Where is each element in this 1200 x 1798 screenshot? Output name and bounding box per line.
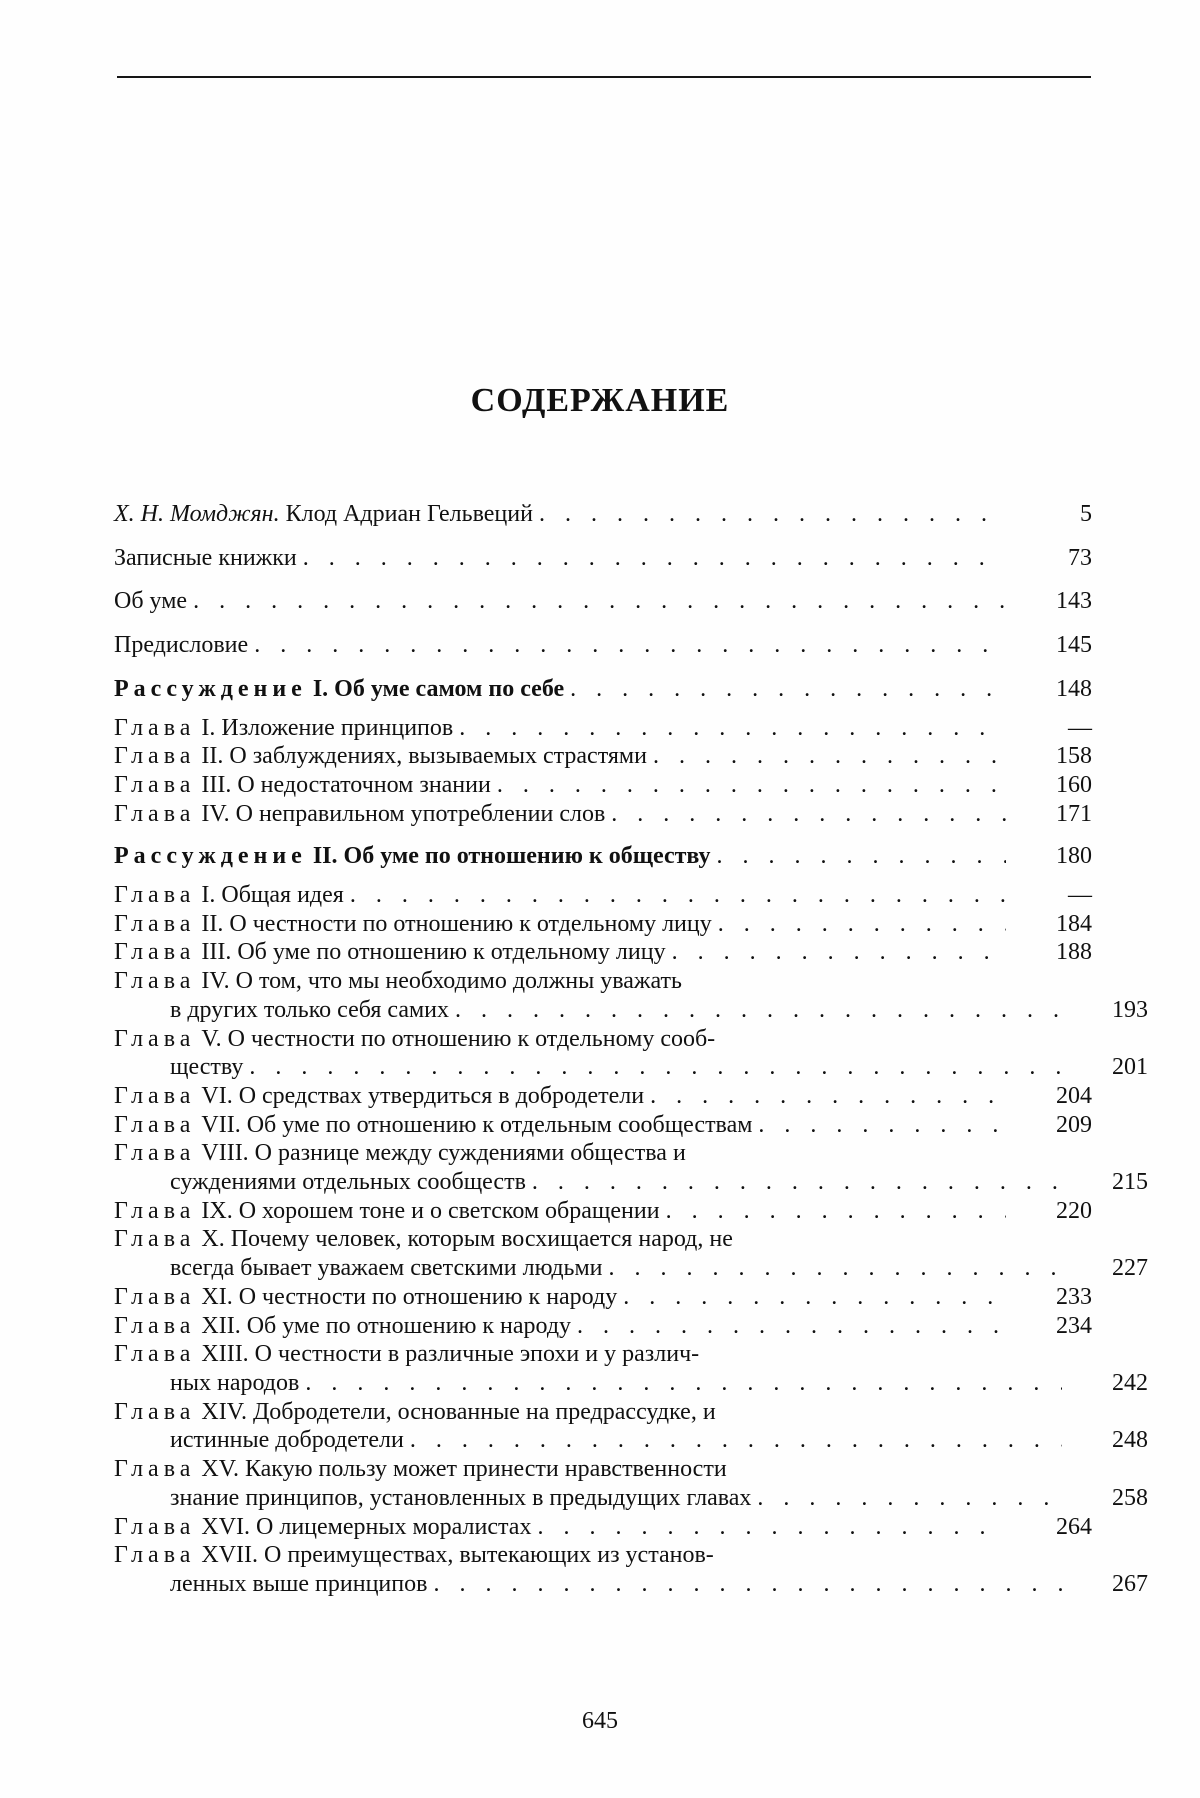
entry-page-number: 193 bbox=[1112, 996, 1148, 1023]
entry-title-text: II. Об уме по отношению к обществу bbox=[312, 843, 711, 870]
entry-title bbox=[114, 631, 248, 660]
entry-author: Х. Н. Момджян. bbox=[114, 501, 280, 527]
entry-title-text: II. О заблуждениях, вызываемых страстями bbox=[201, 743, 647, 770]
entry-title-continuation: истинные добродетели bbox=[170, 1427, 404, 1454]
dot-leader bbox=[644, 1082, 1006, 1111]
top-rule bbox=[117, 76, 1091, 78]
entry-prefix: Глава bbox=[114, 939, 196, 966]
dot-leader bbox=[603, 1254, 1062, 1283]
entry-title-text: VIII. О разнице между суждениями общества и bbox=[201, 1140, 686, 1167]
entry-page-number: 145 bbox=[1056, 632, 1092, 659]
chapter-entry bbox=[114, 910, 1092, 939]
dot-leader bbox=[564, 675, 1006, 704]
dot-leader bbox=[666, 938, 1006, 967]
front-entry bbox=[114, 631, 1092, 660]
page-number: 645 bbox=[582, 1708, 618, 1734]
entry-line bbox=[114, 587, 1092, 616]
chapter-entry bbox=[114, 881, 1092, 910]
chapter-entry bbox=[114, 1513, 1092, 1542]
entry-title bbox=[114, 1082, 644, 1111]
entry-title-text: I. Общая идея bbox=[201, 882, 344, 909]
discourse-1-block bbox=[114, 675, 1092, 829]
entry-line bbox=[114, 1541, 1092, 1570]
chapter-entry bbox=[114, 1025, 1148, 1082]
dot-leader bbox=[453, 714, 1006, 743]
entry-title bbox=[114, 1111, 752, 1140]
entry-prefix: Рассуждение bbox=[114, 675, 307, 702]
entry-page-number: 220 bbox=[1056, 1197, 1092, 1224]
dot-leader bbox=[243, 1053, 1062, 1082]
entry-page-number: 5 bbox=[1080, 501, 1092, 527]
entry-title bbox=[114, 881, 344, 910]
entry-title bbox=[114, 1025, 715, 1054]
toc-heading: СОДЕРЖАНИЕ bbox=[470, 382, 730, 419]
chapter-entry bbox=[114, 938, 1092, 967]
entry-title-continuation: ных народов bbox=[170, 1369, 300, 1396]
entry-prefix: Рассуждение bbox=[114, 843, 307, 870]
dot-leader bbox=[617, 1283, 1006, 1312]
entry-page-number: 242 bbox=[1112, 1369, 1148, 1396]
entry-line bbox=[114, 1455, 1092, 1484]
entry-page-number: 148 bbox=[1056, 675, 1092, 702]
chapter-entry bbox=[114, 771, 1092, 800]
chapter-entry bbox=[114, 742, 1092, 771]
dot-leader bbox=[248, 631, 1006, 660]
dot-leader bbox=[711, 842, 1006, 871]
chapter-entry bbox=[114, 800, 1092, 829]
chapter-entry bbox=[114, 1111, 1092, 1140]
entry-prefix: Глава bbox=[114, 1025, 196, 1052]
entry-title-text: XV. Какую пользу может принести нравственности bbox=[201, 1456, 727, 1483]
entry-title-text: VI. О средствах утвердиться в добродетели bbox=[201, 1082, 645, 1109]
entry-title-continuation: ществу bbox=[170, 1054, 244, 1081]
entry-title bbox=[170, 1484, 751, 1513]
entry-title bbox=[114, 1312, 571, 1341]
entry-title bbox=[114, 842, 711, 871]
discourse-2-block bbox=[114, 842, 1148, 1598]
entry-title-text: III. О недостаточном знании bbox=[201, 771, 491, 798]
entry-page-number: 215 bbox=[1112, 1169, 1148, 1196]
entry-line bbox=[114, 1484, 1148, 1513]
entry-prefix: Глава bbox=[114, 1197, 196, 1224]
entry-title-text: IX. О хорошем тоне и о светском обращении bbox=[201, 1197, 660, 1224]
entry-line bbox=[114, 910, 1092, 939]
entry-title bbox=[114, 587, 187, 616]
entry-page-number: 234 bbox=[1056, 1312, 1092, 1339]
dot-leader bbox=[299, 1369, 1062, 1398]
entry-line bbox=[114, 771, 1092, 800]
entry-prefix: Глава bbox=[114, 1111, 196, 1138]
entry-line bbox=[114, 1283, 1092, 1312]
dot-leader bbox=[404, 1426, 1062, 1455]
entry-prefix: Глава bbox=[114, 882, 196, 909]
entry-line bbox=[114, 544, 1092, 573]
entry-page-number: 264 bbox=[1056, 1513, 1092, 1540]
entry-title bbox=[114, 675, 564, 704]
entry-prefix: Глава bbox=[114, 1140, 196, 1167]
entry-line bbox=[114, 967, 1092, 996]
chapter-entry bbox=[114, 1398, 1148, 1455]
dot-leader bbox=[526, 1168, 1062, 1197]
entry-page-number: — bbox=[1068, 714, 1092, 741]
entry-page-number: 171 bbox=[1056, 800, 1092, 827]
chapter-entry bbox=[114, 1139, 1148, 1196]
dot-leader bbox=[449, 996, 1062, 1025]
dot-leader bbox=[751, 1484, 1062, 1513]
entry-title bbox=[170, 1168, 526, 1197]
entry-line bbox=[114, 714, 1092, 743]
entry-title-text: Записные книжки bbox=[114, 544, 297, 571]
entry-prefix: Глава bbox=[114, 968, 196, 995]
entry-title bbox=[114, 938, 666, 967]
entry-title-text: I. Об уме самом по себе bbox=[312, 675, 565, 702]
entry-title-text: Предисловие bbox=[114, 632, 249, 659]
entry-line bbox=[114, 1426, 1148, 1455]
entry-prefix: Глава bbox=[114, 1513, 196, 1540]
dot-leader bbox=[187, 587, 1006, 616]
entry-page-number: 158 bbox=[1056, 743, 1092, 770]
entry-page-number: 233 bbox=[1056, 1283, 1092, 1310]
entry-prefix: Глава bbox=[114, 1283, 196, 1310]
entry-prefix: Глава bbox=[114, 714, 196, 741]
entry-line bbox=[114, 1225, 1092, 1254]
entry-prefix: Глава bbox=[114, 771, 196, 798]
entry-line bbox=[114, 842, 1092, 871]
entry-line bbox=[114, 1369, 1148, 1398]
entry-title bbox=[114, 1455, 727, 1484]
entry-page-number: 204 bbox=[1056, 1082, 1092, 1109]
entry-prefix: Глава bbox=[114, 1542, 196, 1569]
entry-prefix: Глава bbox=[114, 1341, 196, 1368]
entry-title-text: IV. О неправильном употреблении слов bbox=[201, 800, 606, 827]
entry-prefix: Глава bbox=[114, 1398, 196, 1425]
entry-title-text: XII. Об уме по отношению к народу bbox=[201, 1312, 572, 1339]
entry-page-number: — bbox=[1068, 882, 1092, 909]
chapter-entry bbox=[114, 714, 1092, 743]
table-of-contents bbox=[114, 500, 1148, 1599]
entry-prefix: Глава bbox=[114, 1312, 196, 1339]
entry-title-continuation: суждениями отдельных сообществ bbox=[170, 1169, 526, 1196]
dot-leader bbox=[531, 1513, 1006, 1542]
discourse-entry bbox=[114, 675, 1092, 704]
discourse-entry bbox=[114, 842, 1092, 871]
entry-page-number: 227 bbox=[1112, 1255, 1148, 1282]
entry-title-text: III. Об уме по отношению к отдельному лицу bbox=[201, 939, 666, 966]
entry-page-number: 188 bbox=[1056, 939, 1092, 966]
entry-page-number: 184 bbox=[1056, 910, 1092, 937]
entry-prefix: Глава bbox=[114, 1226, 196, 1253]
entry-title-text: V. О честности по отношению к отдельному сооб- bbox=[201, 1025, 716, 1052]
chapter-entry bbox=[114, 1312, 1092, 1341]
entry-prefix: Глава bbox=[114, 743, 196, 770]
entry-line bbox=[114, 1025, 1092, 1054]
dot-leader bbox=[571, 1312, 1006, 1341]
entry-title-text: XI. О честности по отношению к народу bbox=[201, 1283, 618, 1310]
entry-page-number: 143 bbox=[1056, 588, 1092, 615]
entry-title bbox=[170, 1570, 427, 1599]
entry-page-number: 209 bbox=[1056, 1111, 1092, 1138]
chapter-entry bbox=[114, 1283, 1092, 1312]
entry-line bbox=[114, 675, 1092, 704]
chapter-entry bbox=[114, 1455, 1148, 1512]
entry-title-text: XVI. О лицемерных моралистах bbox=[201, 1513, 532, 1540]
chapter-entry bbox=[114, 1225, 1148, 1282]
entry-line bbox=[114, 1139, 1092, 1168]
entry-title bbox=[114, 742, 647, 771]
dot-leader bbox=[344, 881, 1006, 910]
entry-line bbox=[114, 631, 1092, 660]
entry-title bbox=[114, 1225, 733, 1254]
front-entry bbox=[114, 544, 1092, 573]
chapter-entry bbox=[114, 1340, 1148, 1397]
entry-title bbox=[114, 1513, 531, 1542]
entry-title-text: Об уме bbox=[114, 588, 188, 615]
entry-title-text: II. О честности по отношению к отдельному лицу bbox=[201, 910, 712, 937]
entry-page-number: 267 bbox=[1112, 1570, 1148, 1597]
entry-prefix: Глава bbox=[114, 910, 196, 937]
entry-title bbox=[114, 1283, 617, 1312]
dot-leader bbox=[533, 500, 1006, 529]
front-entries bbox=[114, 500, 1092, 660]
dot-leader bbox=[491, 771, 1006, 800]
entry-line bbox=[114, 800, 1092, 829]
entry-prefix: Глава bbox=[114, 1082, 196, 1109]
dot-leader bbox=[297, 544, 1006, 573]
entry-title bbox=[170, 1053, 243, 1082]
entry-title bbox=[114, 910, 712, 939]
entry-line bbox=[114, 1398, 1092, 1427]
entry-line bbox=[114, 500, 1092, 529]
entry-title-text: Клод Адриан Гельвеций bbox=[285, 501, 533, 527]
entry-title bbox=[114, 800, 605, 829]
entry-title-text: IV. О том, что мы необходимо должны уважать bbox=[201, 968, 682, 995]
entry-line bbox=[114, 1197, 1092, 1226]
entry-title bbox=[114, 714, 453, 743]
entry-title bbox=[114, 544, 297, 573]
entry-title bbox=[114, 967, 682, 996]
dot-leader bbox=[660, 1197, 1006, 1226]
entry-title bbox=[114, 771, 491, 800]
dot-leader bbox=[605, 800, 1006, 829]
dot-leader bbox=[752, 1111, 1006, 1140]
entry-prefix: Глава bbox=[114, 800, 196, 827]
front-entry bbox=[114, 500, 1092, 529]
entry-line bbox=[114, 1082, 1092, 1111]
entry-line bbox=[114, 1168, 1148, 1197]
entry-title-continuation: в других только себя самих bbox=[170, 996, 450, 1023]
chapter-entry bbox=[114, 967, 1148, 1024]
entry-line bbox=[114, 881, 1092, 910]
entry-title-text: XIII. О честности в различные эпохи и у различ- bbox=[201, 1341, 700, 1368]
entry-page-number: 248 bbox=[1112, 1427, 1148, 1454]
entry-title bbox=[114, 1197, 660, 1226]
entry-prefix: Глава bbox=[114, 1456, 196, 1483]
entry-line bbox=[114, 1053, 1148, 1082]
entry-page-number: 201 bbox=[1112, 1054, 1148, 1081]
entry-line bbox=[114, 938, 1092, 967]
entry-line bbox=[114, 1570, 1148, 1599]
entry-title bbox=[170, 1369, 299, 1398]
chapter-entry bbox=[114, 1541, 1148, 1598]
entry-page-number: 180 bbox=[1056, 843, 1092, 870]
entry-line bbox=[114, 1312, 1092, 1341]
entry-line bbox=[114, 1340, 1092, 1369]
entry-line bbox=[114, 1111, 1092, 1140]
entry-title-text: X. Почему человек, которым восхищается народ, не bbox=[201, 1226, 733, 1253]
entry-page-number: 258 bbox=[1112, 1484, 1148, 1511]
entry-title bbox=[114, 1398, 716, 1427]
entry-title-continuation: ленных выше принципов bbox=[170, 1570, 428, 1597]
entry-title bbox=[170, 996, 449, 1025]
entry-title bbox=[170, 1254, 603, 1283]
entry-line bbox=[114, 1254, 1148, 1283]
entry-title-text: VII. Об уме по отношению к отдельным сообществам bbox=[201, 1111, 753, 1138]
chapter-entry bbox=[114, 1082, 1092, 1111]
entry-title-text: XIV. Добродетели, основанные на предрассудке, и bbox=[201, 1398, 716, 1425]
entry-title bbox=[170, 1426, 404, 1455]
entry-title-text: I. Изложение принципов bbox=[201, 714, 454, 741]
entry-line bbox=[114, 1513, 1092, 1542]
entry-title-continuation: знание принципов, установленных в предыдущих главах bbox=[170, 1484, 752, 1511]
dot-leader bbox=[427, 1570, 1062, 1599]
entry-line bbox=[114, 742, 1092, 771]
entry-title bbox=[114, 1340, 699, 1369]
dot-leader bbox=[712, 910, 1006, 939]
entry-page-number: 73 bbox=[1068, 544, 1092, 571]
entry-title bbox=[114, 500, 533, 529]
entry-line bbox=[114, 996, 1148, 1025]
dot-leader bbox=[647, 742, 1006, 771]
entry-title-text: XVII. О преимуществах, вытекающих из установ- bbox=[201, 1542, 714, 1569]
entry-title bbox=[114, 1541, 714, 1570]
entry-title-continuation: всегда бывает уважаем светскими людьми bbox=[170, 1255, 603, 1282]
entry-page-number: 160 bbox=[1056, 771, 1092, 798]
entry-title bbox=[114, 1139, 686, 1168]
chapter-entry bbox=[114, 1197, 1092, 1226]
front-entry bbox=[114, 587, 1092, 616]
